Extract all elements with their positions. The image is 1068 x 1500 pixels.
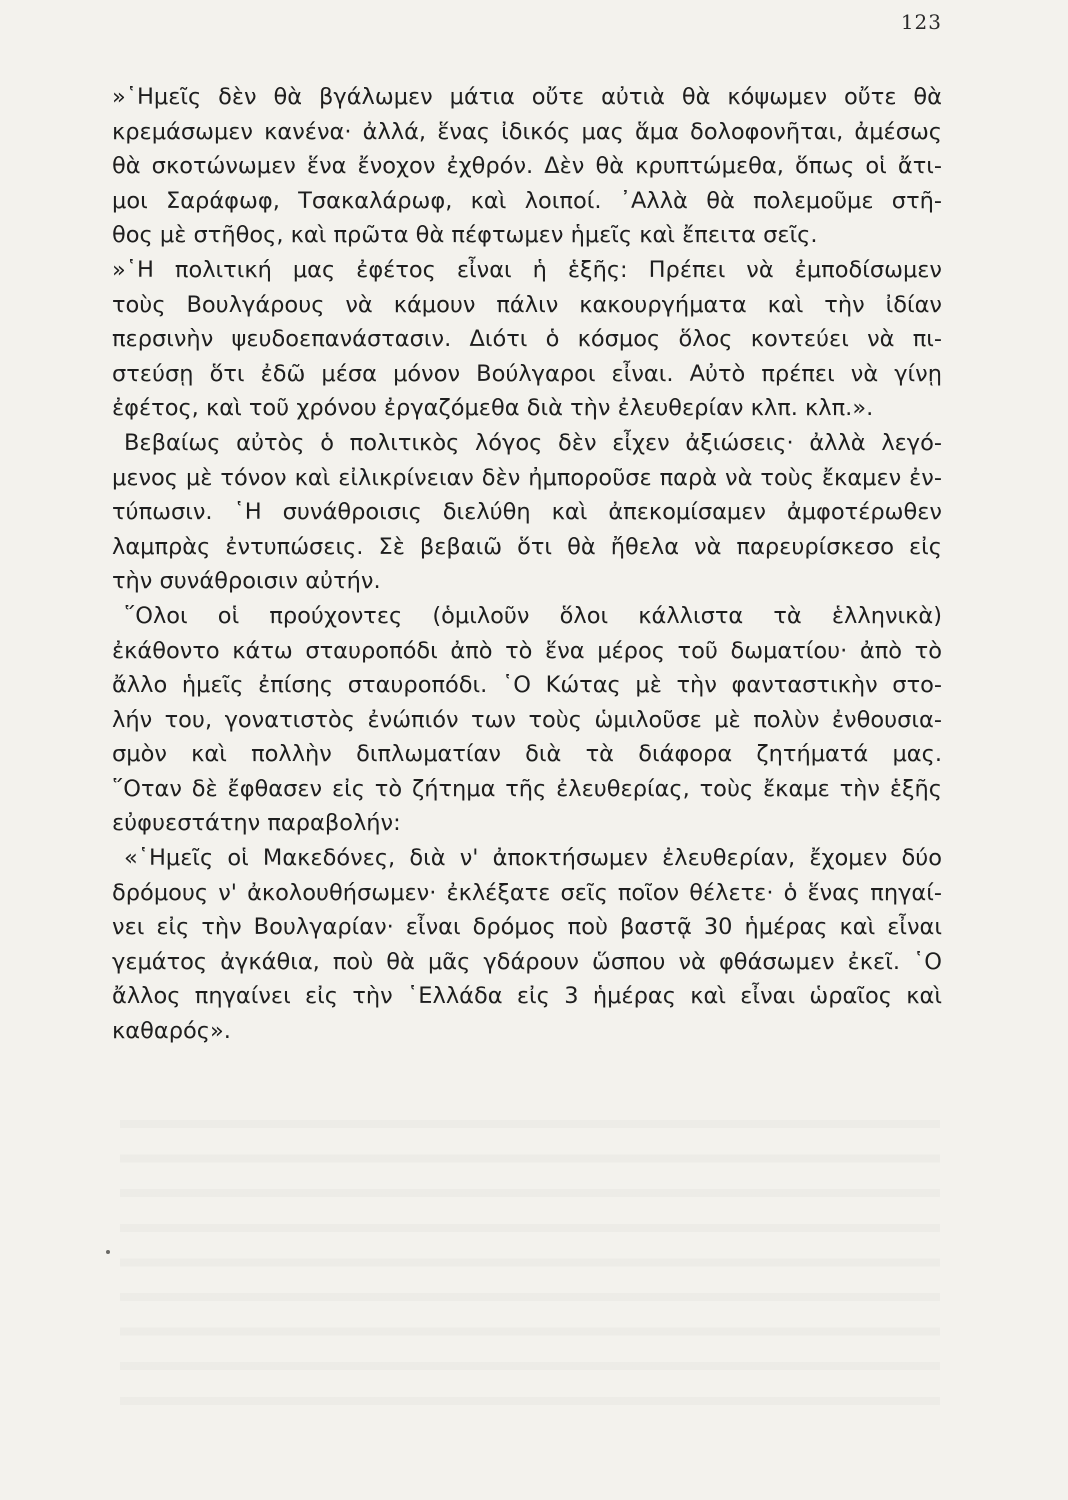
body-text — [112, 80, 942, 1049]
text-line: ἐκάθοντο κάτω σταυροπόδι ἀπὸ τὸ ἕνα μέρος τοῦ δωματίου· ἀπὸ τὸ — [112, 637, 942, 664]
page-number: 123 — [900, 10, 942, 34]
text-line: εὐφυεστάτην παραβολήν: — [112, 810, 401, 837]
text-line: μοι Σαράφωφ, Τσακαλάρωφ, καὶ λοιποί. ᾿Αλλὰ θὰ πολεμοῦμε στῆ- — [112, 187, 942, 214]
text-line: περσινὴν ψευδοεπανάστασιν. Διότι ὁ κόσμος ὅλος κοντεύει νὰ πι- — [112, 326, 942, 353]
text-line: καθαρός». — [112, 1018, 231, 1045]
text-line: Βεβαίως αὐτὸς ὁ πολιτικὸς λόγος δὲν εἶχεν ἀξιώσεις· ἀλλὰ λεγό- — [124, 429, 942, 456]
text-line: τὴν συνάθροισιν αὐτήν. — [112, 568, 381, 595]
text-line: ἄλλο ἡμεῖς ἐπίσης σταυροπόδι. ῾Ο Κώτας μὲ τὴν φανταστικὴν στο- — [112, 672, 942, 699]
show-through-texture — [120, 1100, 940, 1430]
text-line: λήν του, γονατιστὸς ἐνώπιόν των τοὺς ὡμιλοῦσε μὲ πολὺν ἐνθουσια- — [112, 706, 942, 733]
text-line: σμὸν καὶ πολλὴν διπλωματίαν διὰ τὰ διάφορα ζητήματά μας. — [112, 741, 942, 768]
text-line: «῾Ημεῖς οἱ Μακεδόνες, διὰ ν' ἀποκτήσωμεν ἐλευθερίαν, ἔχομεν δύο — [124, 845, 942, 872]
text-line: »῾Ημεῖς δὲν θὰ βγάλωμεν μάτια οὔτε αὐτιὰ θὰ κόψωμεν οὔτε θὰ — [112, 84, 942, 110]
text-line: ἐφέτος, καὶ τοῦ χρόνου ἐργαζόμεθα διὰ τὴν ἐλευθερίαν κλπ. κλπ.». — [112, 395, 874, 422]
text-line: τύπωσιν. ῾Η συνάθροισις διελύθη καὶ ἀπεκομίσαμεν ἀμφοτέρωθεν — [112, 499, 942, 526]
text-line: μενος μὲ τόνον καὶ εἰλικρίνειαν δὲν ἠμποροῦσε παρὰ νὰ τοὺς ἔκαμεν ἐν- — [112, 464, 942, 491]
text-line: τοὺς Βουλγάρους νὰ κάμουν πάλιν κακουργήματα καὶ τὴν ἰδίαν — [112, 291, 942, 318]
text-line: ἄλλος πηγαίνει εἰς τὴν ῾Ελλάδα εἰς 3 ἡμέρας καὶ εἶναι ὡραῖος καὶ — [112, 983, 942, 1010]
text-line: ῞Ολοι οἱ προύχοντες (ὁμιλοῦν ὅλοι κάλλιστα τὰ ἑλληνικὰ) — [124, 602, 942, 629]
text-line: κρεμάσωμεν κανένα· ἀλλά, ἕνας ἰδικός μας ἅμα δολοφονῆται, ἀμέσως — [112, 118, 942, 145]
text-line: θος μὲ στῆθος, καὶ πρῶτα θὰ πέφτωμεν ἡμεῖς καὶ ἔπειτα σεῖς. — [112, 222, 818, 249]
text-line: »῾Η πολιτική μας ἐφέτος εἶναι ἡ ἑξῆς: Πρέπει νὰ ἐμποδίσωμεν — [112, 256, 942, 283]
text-line: ῞Οταν δὲ ἔφθασεν εἰς τὸ ζήτημα τῆς ἐλευθερίας, τοὺς ἔκαμε τὴν ἑξῆς — [112, 775, 942, 802]
text-line: νει εἰς τὴν Βουλγαρίαν· εἶναι δρόμος ποὺ βαστᾷ 30 ἡμέρας καὶ εἶναι — [112, 914, 942, 941]
text-line: γεμάτος ἀγκάθια, ποὺ θὰ μᾶς γδάρουν ὥσπου νὰ φθάσωμεν ἐκεῖ. ῾Ο — [112, 948, 942, 975]
text-line: θὰ σκοτώνωμεν ἕνα ἔνοχον ἐχθρόν. Δὲν θὰ κρυπτώμεθα, ὅπως οἱ ἄτι- — [112, 153, 942, 180]
paper-speck — [106, 1250, 110, 1254]
text-line: λαμπρὰς ἐντυπώσεις. Σὲ βεβαιῶ ὅτι θὰ ἤθελα νὰ παρευρίσκεσο εἰς — [112, 533, 942, 560]
text-line: στεύσῃ ὅτι ἐδῶ μέσα μόνον Βούλγαροι εἶναι. Αὐτὸ πρέπει νὰ γίνῃ — [112, 360, 942, 387]
text-line: δρόμους ν' ἀκολουθήσωμεν· ἐκλέξατε σεῖς ποῖον θέλετε· ὁ ἕνας πηγαί- — [112, 879, 942, 906]
